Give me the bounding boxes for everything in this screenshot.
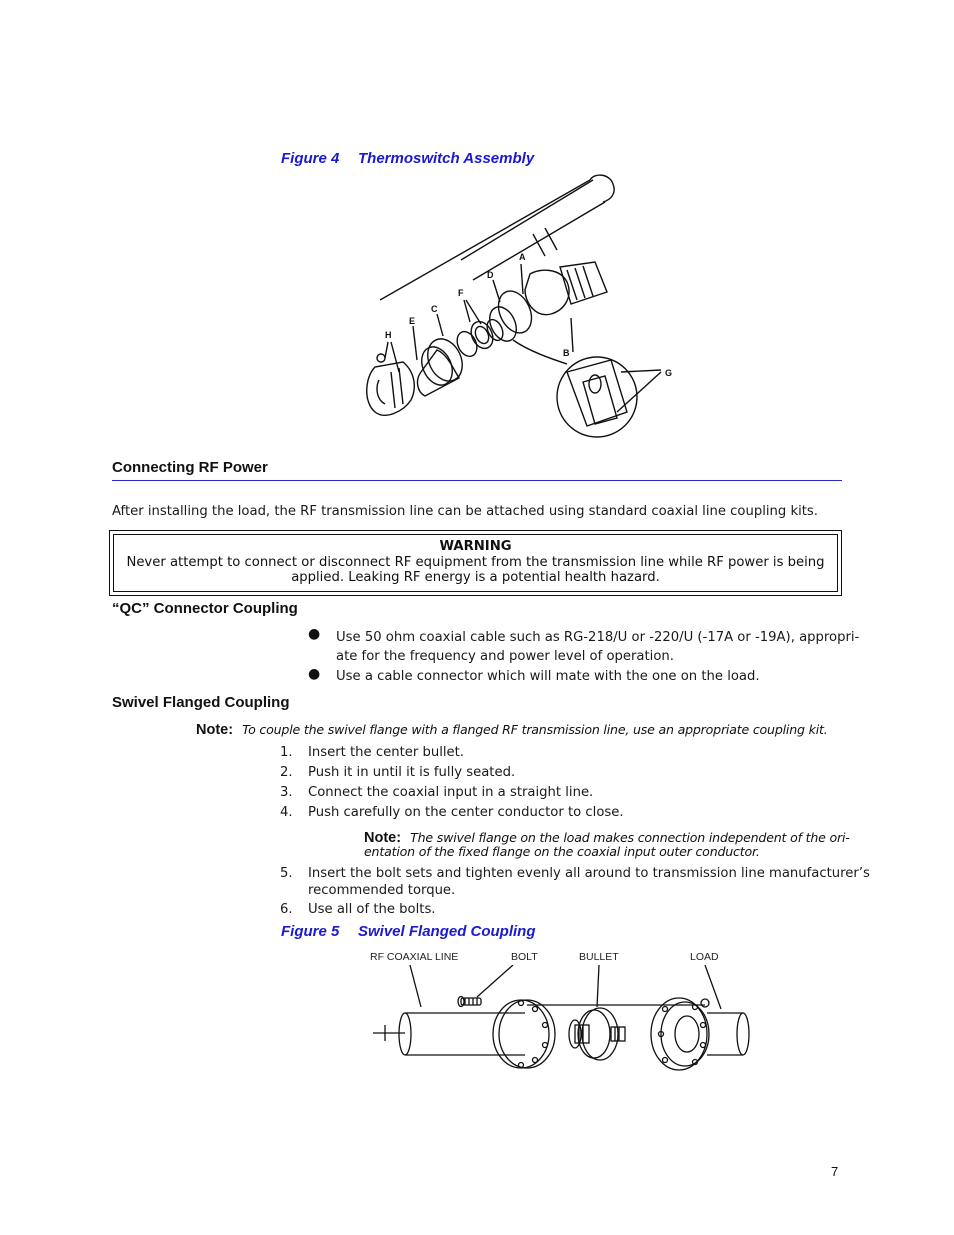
- list-item: 1. Insert the center bullet.: [280, 745, 465, 760]
- fig4-label-d: D: [487, 270, 494, 280]
- fig4-label-c: C: [431, 304, 438, 314]
- qc-bullet-1-line-2: ate for the frequency and power level of operation.: [336, 649, 674, 664]
- swivel-flanged-coupling-illustration: [365, 965, 755, 1075]
- note-text: To couple the swivel flange with a flanged RF transmission line, use an appropriate coupling kit.: [242, 722, 828, 737]
- label-load: LOAD: [690, 951, 719, 963]
- list-item: 4. Push carefully on the center conductor to close.: [280, 805, 624, 820]
- step-5-line-2: recommended torque.: [308, 883, 456, 898]
- bullet-marker: ●: [308, 626, 321, 642]
- qc-bullet-1-line-1: Use 50 ohm coaxial cable such as RG-218/U or -220/U (-17A or -19A), appropri-: [336, 630, 860, 645]
- qc-connector-heading: “QC” Connector Coupling: [112, 600, 298, 617]
- label-bullet: BULLET: [579, 951, 619, 963]
- note-label: Note:: [196, 722, 234, 738]
- swivel-flanged-heading: Swivel Flanged Coupling: [112, 694, 290, 711]
- fig4-label-h: H: [385, 330, 392, 340]
- inner-note-line-1: The swivel flange on the load makes connection independent of the ori-: [410, 830, 850, 845]
- thermoswitch-assembly-illustration: [355, 172, 685, 442]
- figure-5-caption: [281, 923, 536, 940]
- figure-4-title: Thermoswitch Assembly: [358, 150, 535, 167]
- fig4-label-a: A: [519, 252, 526, 262]
- warning-title: WARNING: [439, 539, 512, 554]
- list-item: 6. Use all of the bolts.: [280, 902, 436, 917]
- section-divider: [112, 480, 842, 481]
- warning-box: [109, 530, 842, 596]
- label-bolt: BOLT: [511, 951, 538, 963]
- figure-5-number: Figure 5: [281, 923, 340, 940]
- fig4-label-e: E: [409, 316, 416, 326]
- swivel-note: [196, 719, 828, 738]
- steps-list: [280, 744, 624, 824]
- connecting-rf-power-heading: Connecting RF Power: [112, 459, 268, 476]
- bullet-marker: ●: [308, 666, 321, 682]
- fig4-label-g: G: [665, 368, 673, 378]
- label-rf-coaxial-line: RF COAXIAL LINE: [370, 951, 459, 963]
- warning-line-2: applied. Leaking RF energy is a potential health hazard.: [291, 570, 660, 585]
- inner-note-line-2: entation of the fixed flange on the coaxial input outer conductor.: [364, 844, 760, 859]
- figure-4-caption: [281, 150, 534, 167]
- list-item: 5. Insert the bolt sets and tighten evenly all around to transmission line manufacturer’s: [280, 866, 870, 881]
- rf-intro-paragraph: After installing the load, the RF transmission line can be attached using standard coaxial line coupling kits.: [112, 504, 818, 519]
- warning-line-1: Never attempt to connect or disconnect RF equipment from the transmission line while RF power is being: [126, 554, 825, 570]
- figure-5-title: Swivel Flanged Coupling: [358, 923, 536, 940]
- list-item: 2. Push it in until it is fully seated.: [280, 765, 516, 780]
- inner-note-label: Note:: [364, 830, 402, 846]
- fig4-label-b: B: [563, 348, 570, 358]
- qc-bullet-2: Use a cable connector which will mate with the one on the load.: [336, 669, 760, 684]
- fig4-label-f: F: [458, 288, 464, 298]
- figure-4-number: Figure 4: [281, 150, 340, 167]
- page-number: 7: [831, 1164, 839, 1179]
- list-item: 3. Connect the coaxial input in a straight line.: [280, 785, 594, 800]
